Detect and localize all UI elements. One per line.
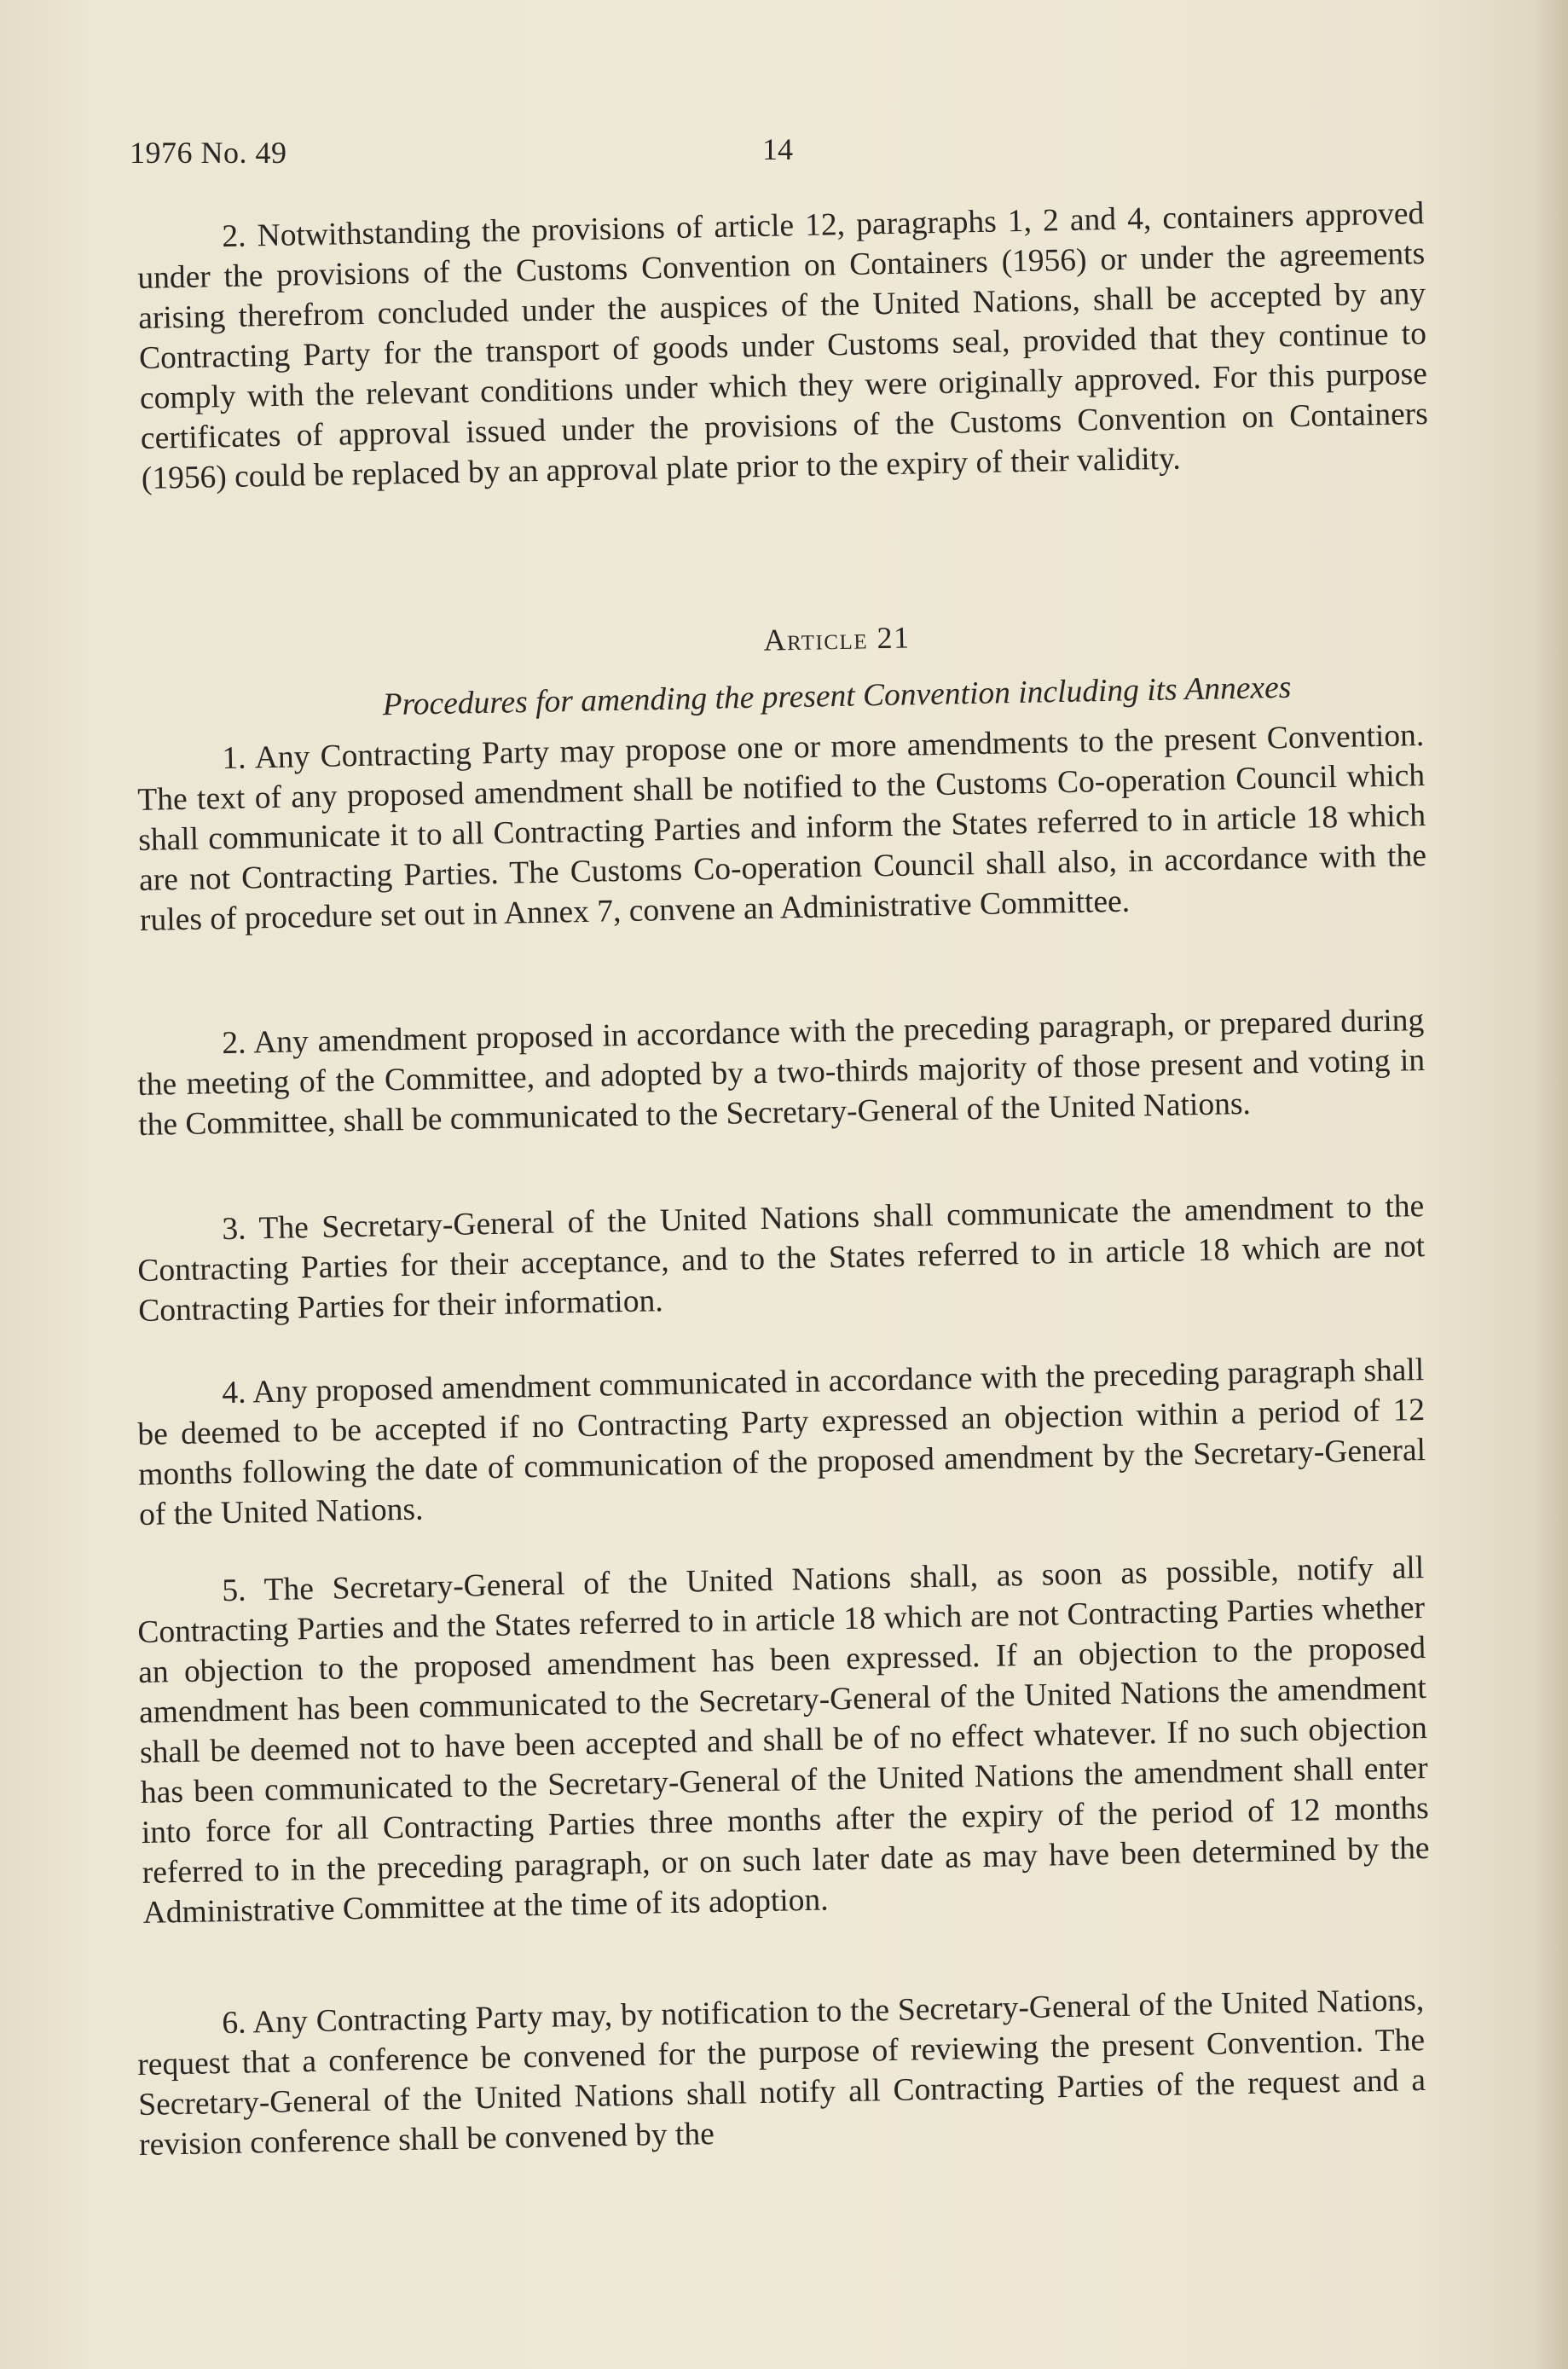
running-head: 1976 No. 49 [130,136,287,170]
page-number: 14 [762,132,793,166]
paragraph-text: 1. Any Contracting Party may propose one or more amendments to the present Convention. The text of any proposed amendment shall be notified to the Customs Co-operation Council which shall communicate it to all Contracting Parties and inform the States referred to in article 18 which are not Contracting Parties. The Customs Co-operation Council shall also, in accordance with the rules of procedure set out in Annex 7, convene an Administrative Committee. [136,718,1427,938]
paragraph-text: 2. Any amendment proposed in accordance with the preceding paragraph, or prepared during the meeting of the Committee, and adopted by a two-thirds majority of those present and voting in the Committee, shall be communicated to the Secretary-General of the United Nations. [136,1003,1426,1143]
paragraph-text: 4. Any proposed amendment communicated in accordance with the preceding paragraph shall be deemed to be accepted if no Contracting Party expressed an objection within a period of 12 months following the date of communication of the proposed amendment by the Secretary-General of the United Nations. [136,1352,1426,1532]
article21-paragraph-4 [136,1350,1426,1535]
article21-paragraph-1 [136,715,1427,941]
article21-paragraph-3 [136,1186,1426,1331]
paragraph-text: 6. Any Contracting Party may, by notification to the Secretary-General of the United Nations, request that a conference be convened for the purpose of reviewing the present Convention. The Secretary-General of the United Nations shall notify all Contracting Parties of the request and a revision conference shall be convened by the [136,1983,1426,2163]
page-edge-shadow [1535,0,1568,2369]
page-header [130,132,1443,186]
paragraph-text: 3. The Secretary-General of the United Nations shall communicate the amendment to the Contracting Parties for their acceptance, and to the States referred to in article 18 which are not Contracting Parties for their information. [136,1189,1426,1329]
paragraph-text: 2. Notwithstanding the provisions of article 12, paragraphs 1, 2 and 4, containers approved under the provisions of the Customs Convention on Containers (1956) or under the agreements arising therefrom concluded under the auspices of the United Nations, shall be accepted by any Contracting Party for the transport of goods under Customs seal, provided that they continue to comply with the relevant conditions under which they were originally approved. For this purpose certificates of approval issued under the provisions of the Customs Convention on Containers (1956) could be replaced by an approval plate prior to the expiry of their validity. [136,196,1429,496]
paragraph-text: 5. The Secretary-General of the United Nations shall, as soon as possible, notify all Contracting Parties and the States referred to in article 18 which are not Contracting Parties whether an objection to the proposed amendment has been expressed. If an objection to the proposed amendment has been communicated to the Secretary-General of the United Nations the amendment shall be deemed not to have been accepted and shall be of no effect whatever. If no such objection has been communicated to the Secretary-General of the United Nations the amendment shall enter into force for all Contracting Parties three months after the expiry of the period of 12 months referred to in the preceding paragraph, or on such later date as may have been determined by the Administrative Committee at the time of its adoption. [136,1550,1430,1931]
article21-paragraph-2 [136,1000,1426,1145]
article20-paragraph-2 [136,194,1429,499]
article-title: Article 21 [763,620,911,657]
article-subtitle: Procedures for amending the present Convention including its Annexes [382,669,1292,723]
article21-paragraph-6 [136,1980,1426,2165]
article21-paragraph-5 [136,1548,1431,1933]
